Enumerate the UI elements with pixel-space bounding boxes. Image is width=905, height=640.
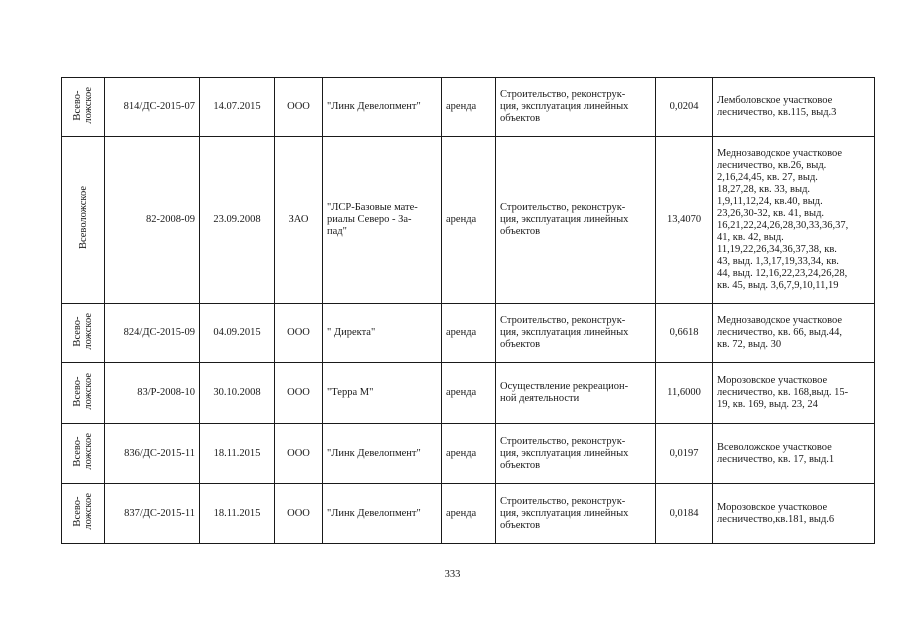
contract-number-cell: 837/ДС-2015-11 bbox=[105, 484, 200, 544]
district-cell: Всево- ложское bbox=[62, 424, 105, 484]
organization-cell: "ЛСР-Базовые мате- риалы Северо - За- пад" bbox=[323, 137, 442, 304]
area-cell: 11,6000 bbox=[656, 363, 713, 424]
table-row bbox=[62, 484, 875, 544]
use-type-cell: аренда bbox=[442, 137, 496, 304]
organization-cell: " Директа" bbox=[323, 304, 442, 363]
use-type-cell: аренда bbox=[442, 304, 496, 363]
district-cell: Всево- ложское bbox=[62, 484, 105, 544]
purpose-cell: Строительство, реконструк- ция, эксплуатация линейных объектов bbox=[496, 424, 656, 484]
location-cell: Всеволожское участковое лесничество, кв. 17, выд.1 bbox=[713, 424, 875, 484]
table-body bbox=[62, 78, 875, 544]
contract-number-cell: 83/Р-2008-10 bbox=[105, 363, 200, 424]
date-cell: 23.09.2008 bbox=[200, 137, 275, 304]
organization-cell: "Терра М" bbox=[323, 363, 442, 424]
contract-number-cell: 836/ДС-2015-11 bbox=[105, 424, 200, 484]
date-cell: 14.07.2015 bbox=[200, 78, 275, 137]
use-type-cell: аренда bbox=[442, 484, 496, 544]
table-row bbox=[62, 78, 875, 137]
purpose-cell: Строительство, реконструк- ция, эксплуатация линейных объектов bbox=[496, 484, 656, 544]
organization-cell: "Линк Девелопмент" bbox=[323, 484, 442, 544]
district-cell: Всево- ложское bbox=[62, 78, 105, 137]
legal-form-cell: ООО bbox=[275, 424, 323, 484]
legal-form-cell: ООО bbox=[275, 363, 323, 424]
table-row bbox=[62, 424, 875, 484]
table-row bbox=[62, 137, 875, 304]
organization-cell: "Линк Девелопмент" bbox=[323, 78, 442, 137]
organization-cell: "Линк Девелопмент" bbox=[323, 424, 442, 484]
use-type-cell: аренда bbox=[442, 424, 496, 484]
location-cell: Морозовское участковое лесничество,кв.181, выд.6 bbox=[713, 484, 875, 544]
contract-number-cell: 824/ДС-2015-09 bbox=[105, 304, 200, 363]
contract-number-cell: 82-2008-09 bbox=[105, 137, 200, 304]
location-cell: Морозовское участковое лесничество, кв. 168,выд. 15- 19, кв. 169, выд. 23, 24 bbox=[713, 363, 875, 424]
area-cell: 0,0184 bbox=[656, 484, 713, 544]
legal-form-cell: ООО bbox=[275, 484, 323, 544]
district-cell: Всеволожское bbox=[62, 137, 105, 304]
location-cell: Лемболовское участковое лесничество, кв.115, выд.3 bbox=[713, 78, 875, 137]
location-cell: Меднозаводское участковое лесничество, кв.26, выд. 2,16,24,45, кв. 27, выд. 18,27,28, кв. 33, выд. 1,9,11,12,24, кв.40, выд. 23,26,30-32, кв. 41, выд. 16,21,22,24,26,28,30,33,36,37, 41, кв. 42, выд. 11,19,22,26,34,36,37,38, кв. 43, выд. 1,3,17,19,33,34, кв. 44, выд. 12,16,22,23,24,26,28, кв. 45, выд. 3,6,7,9,10,11,19 bbox=[713, 137, 875, 304]
purpose-cell: Строительство, реконструк- ция, эксплуатация линейных объектов bbox=[496, 304, 656, 363]
use-type-cell: аренда bbox=[442, 78, 496, 137]
contract-number-cell: 814/ДС-2015-07 bbox=[105, 78, 200, 137]
purpose-cell: Осуществление рекреацион- ной деятельности bbox=[496, 363, 656, 424]
table-row bbox=[62, 363, 875, 424]
date-cell: 04.09.2015 bbox=[200, 304, 275, 363]
district-cell: Всево- ложское bbox=[62, 363, 105, 424]
legal-form-cell: ООО bbox=[275, 304, 323, 363]
date-cell: 18.11.2015 bbox=[200, 424, 275, 484]
legal-form-cell: ООО bbox=[275, 78, 323, 137]
date-cell: 30.10.2008 bbox=[200, 363, 275, 424]
purpose-cell: Строительство, реконструк- ция, эксплуатация линейных объектов bbox=[496, 137, 656, 304]
district-cell: Всево- ложское bbox=[62, 304, 105, 363]
area-cell: 0,0197 bbox=[656, 424, 713, 484]
lease-register-table bbox=[61, 77, 875, 544]
purpose-cell: Строительство, реконструк- ция, эксплуатация линейных объектов bbox=[496, 78, 656, 137]
use-type-cell: аренда bbox=[442, 363, 496, 424]
table-row bbox=[62, 304, 875, 363]
area-cell: 0,0204 bbox=[656, 78, 713, 137]
location-cell: Меднозаводское участковое лесничество, кв. 66, выд.44, кв. 72, выд. 30 bbox=[713, 304, 875, 363]
area-cell: 0,6618 bbox=[656, 304, 713, 363]
area-cell: 13,4070 bbox=[656, 137, 713, 304]
date-cell: 18.11.2015 bbox=[200, 484, 275, 544]
page-number: 333 bbox=[444, 569, 461, 580]
legal-form-cell: ЗАО bbox=[275, 137, 323, 304]
